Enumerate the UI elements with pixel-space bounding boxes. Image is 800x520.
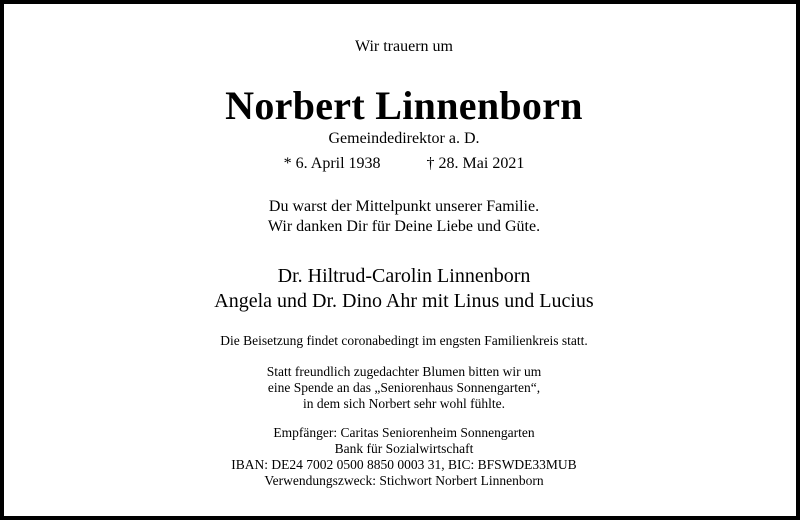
family-name-line: Angela und Dr. Dino Ahr mit Linus und Lucius — [214, 290, 594, 312]
burial-note: Die Beisetzung findet coronabedingt im engsten Familienkreis statt. — [220, 333, 588, 348]
bank-recipient: Empfänger: Caritas Seniorenheim Sonnengarten — [273, 425, 535, 440]
donation-line: Statt freundlich zugedachter Blumen bitten wir um — [266, 364, 542, 379]
bank-name: Bank für Sozialwirtschaft — [334, 441, 474, 456]
family-name-line: Dr. Hiltrud-Carolin Linnenborn — [277, 265, 531, 287]
message-line: Wir danken Dir für Deine Liebe und Güte. — [267, 218, 541, 235]
donation-line: eine Spende an das „Seniorenhaus Sonnengarten“, — [267, 380, 541, 395]
message-line: Du warst der Mittelpunkt unserer Familie. — [268, 198, 540, 215]
bank-reference: Verwendungszweck: Stichwort Norbert Linnenborn — [264, 473, 544, 488]
death-date: † 28. Mai 2021 — [426, 155, 525, 172]
intro-text: Wir trauern um — [355, 38, 453, 55]
bank-iban-bic: IBAN: DE24 7002 0500 8850 0003 31, BIC: BFSWDE33MUB — [231, 457, 577, 472]
life-dates — [4, 156, 800, 172]
birth-date: * 6. April 1938 — [283, 155, 381, 172]
deceased-role: Gemeindedirektor a. D. — [328, 130, 480, 147]
deceased-name: Norbert Linnenborn — [225, 83, 583, 128]
donation-line: in dem sich Norbert sehr wohl fühlte. — [302, 396, 506, 411]
